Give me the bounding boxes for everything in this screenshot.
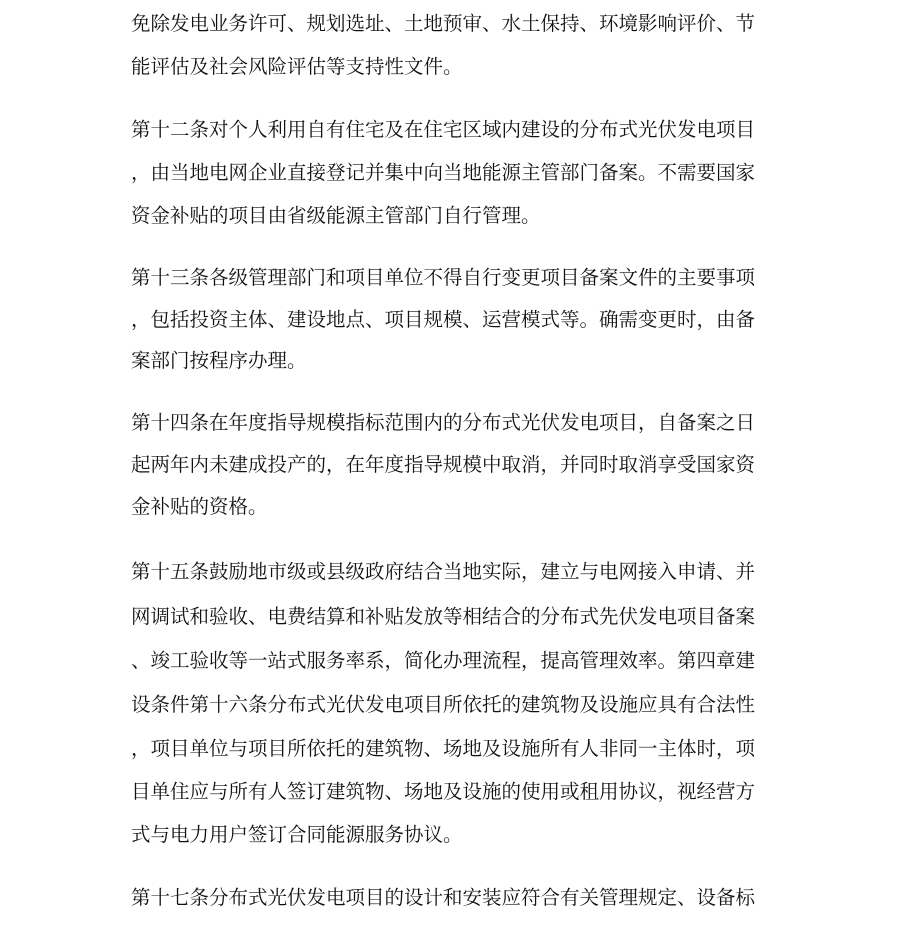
text-line: 资金补贴的项目由省级能源主管部门自行管理。 bbox=[131, 204, 541, 227]
text-line: 免除发电业务许可、规划选址、土地预审、水土保持、环境影响评价、节 bbox=[131, 12, 756, 35]
text-line: 案部门按程序办理。 bbox=[131, 349, 307, 372]
text-line: 第十七条分布式光伏发电项目的设计和安装应符合有关管理规定、设备标 bbox=[131, 886, 756, 909]
text-line: 目单住应与所有人签订建筑物、场地及设施的使用或租用协议，视经营方 bbox=[131, 780, 756, 803]
text-line: ，包括投资主体、建设地点、项目规模、运营模式等。确需变更时，由备 bbox=[131, 308, 756, 331]
text-line: 能评估及社会风险评估等支持性文件。 bbox=[131, 55, 463, 78]
text-line: 网调试和验收、电费结算和补贴发放等相结合的分布式先伏发电项目备案 bbox=[131, 605, 756, 628]
text-line: 金补贴的资格。 bbox=[131, 495, 268, 518]
text-line: 第十四条在年度指导规模指标范围内的分布式光伏发电项目，自备案之日 bbox=[131, 411, 756, 434]
text-line: 第十三条各级管理部门和项目单位不得自行变更项目备案文件的主要事项 bbox=[131, 266, 756, 289]
text-line: 起两年内未建成投产的，在年度指导规模中取消，并同时取消享受国家资 bbox=[131, 453, 756, 476]
text-line: 第十二条对个人利用自有住宅及在住宅区域内建设的分布式光伏发电项目 bbox=[131, 118, 756, 141]
text-line: 第十五条鼓励地市级或县级政府结合当地实际，建立与电网接入申请、并 bbox=[131, 560, 756, 583]
text-line: 、竣工验收等一站式服务率系，简化办理流程，提高管理效率。第四章建 bbox=[131, 649, 756, 672]
text-line: 式与电力用户签订合同能源服务协议。 bbox=[131, 823, 463, 846]
text-line: ，由当地电网企业直接登记并集中向当地能源主管部门备案。不需要国家 bbox=[131, 161, 756, 184]
text-line: ，项目单位与项目所依托的建筑物、场地及设施所有人非同一主体时，项 bbox=[131, 737, 756, 760]
text-line: 设条件第十六条分布式光伏发电项目所依托的建筑物及设施应具有合法性 bbox=[131, 693, 756, 716]
